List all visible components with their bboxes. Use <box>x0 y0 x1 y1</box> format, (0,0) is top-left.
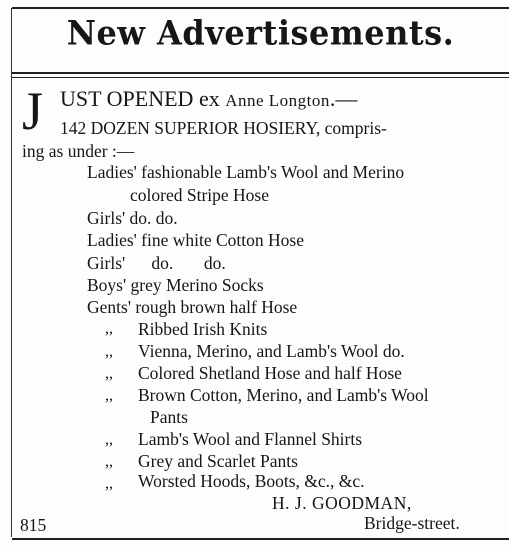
ad-title-end: .— <box>329 86 358 111</box>
ditto-item-line: Brown Cotton, Merino, and Lamb's Wool <box>138 385 429 405</box>
column-border <box>11 8 12 537</box>
signature: H. J. GOODMAN, <box>272 493 412 513</box>
ditto-item-line: Ribbed Irish Knits <box>138 319 268 339</box>
ad-line-2: 142 DOZEN SUPERIOR HOSIERY, compris- <box>60 118 387 138</box>
item-line: Ladies' fine white Cotton Hose <box>87 230 304 250</box>
bottom-rule <box>12 538 509 540</box>
item-line: Gents' rough brown half Hose <box>87 297 298 317</box>
ditto-item-line: Lamb's Wool and Flannel Shirts <box>138 429 363 449</box>
ad-title <box>60 86 357 112</box>
ditto-mark: ,, <box>105 475 113 492</box>
ad-line-3: ing as under :— <box>22 141 135 161</box>
ditto-mark: ,, <box>105 320 113 337</box>
ditto-mark: ,, <box>105 387 113 404</box>
ditto-mark: ,, <box>105 431 113 448</box>
drop-cap: J <box>22 81 44 141</box>
address: Bridge-street. <box>364 513 460 533</box>
ditto-item-line: Worsted Hoods, Boots, &c., &c. <box>138 471 365 491</box>
ditto-mark: ,, <box>105 365 113 382</box>
ad-title-rest: UST OPENED ex <box>60 86 226 111</box>
top-rule <box>12 7 509 9</box>
heading-rule-thick <box>12 72 509 74</box>
ditto-mark: ,, <box>105 453 113 470</box>
item-line: Ladies' fashionable Lamb's Wool and Merino <box>87 162 405 182</box>
item-line: colored Stripe Hose <box>130 185 269 205</box>
ad-number: 815 <box>20 515 47 535</box>
heading-rule-thin <box>12 77 509 78</box>
item-line: Boys' grey Merino Socks <box>87 275 264 295</box>
section-heading: New Advertisements. <box>66 13 455 53</box>
ship-name: Anne Longton <box>225 91 330 110</box>
ditto-item-line: Pants <box>150 407 188 427</box>
item-line: Girls' do. do. <box>87 253 226 273</box>
ditto-mark: ,, <box>105 343 113 360</box>
ditto-item-line: Colored Shetland Hose and half Hose <box>138 363 402 383</box>
ditto-item-line: Grey and Scarlet Pants <box>138 451 298 471</box>
ditto-item-line: Vienna, Merino, and Lamb's Wool do. <box>138 341 405 361</box>
item-line: Girls' do. do. <box>87 208 178 228</box>
